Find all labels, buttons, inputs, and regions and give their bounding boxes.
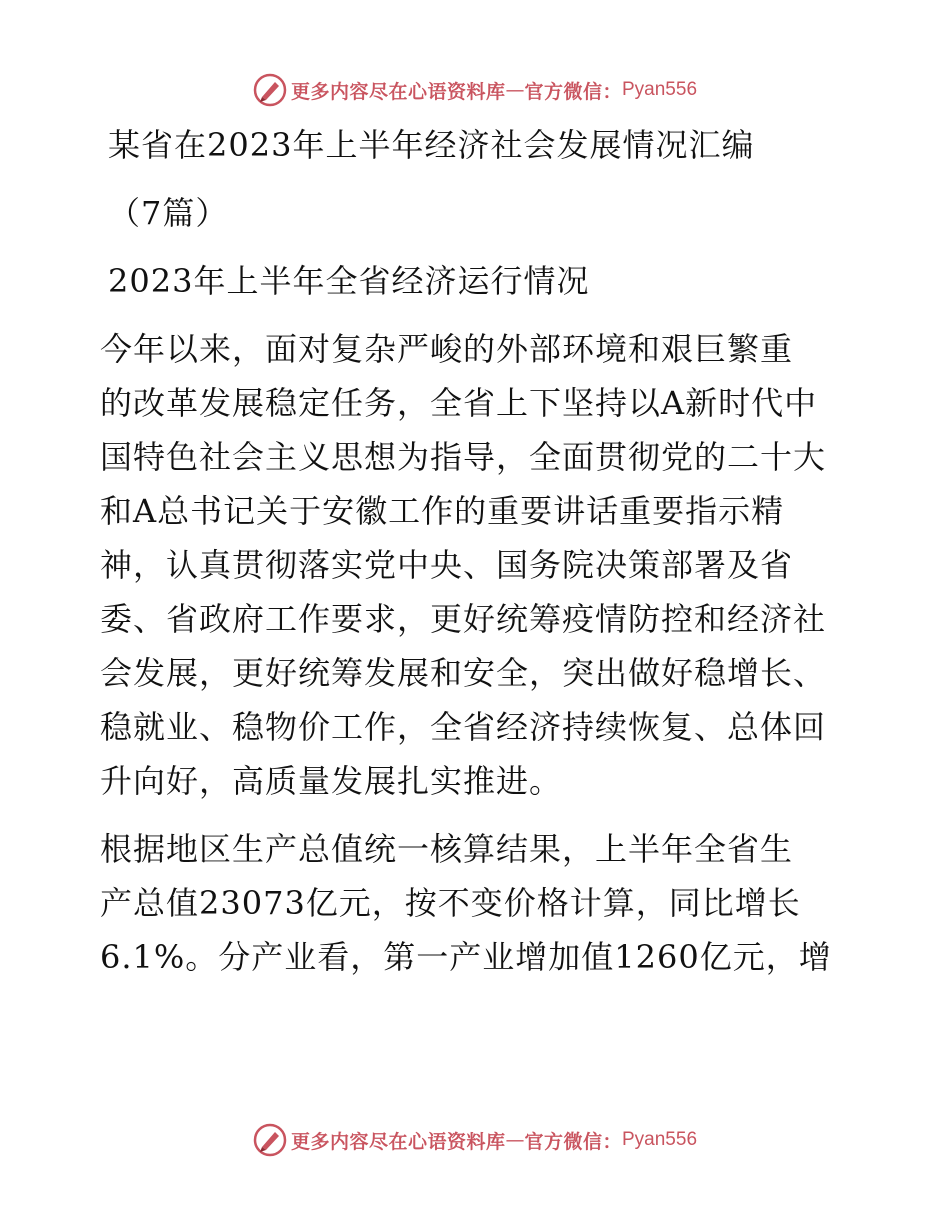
paragraph-line: 国特色社会主义思想为指导，全面贯彻党的二十大 [100,438,827,476]
footer-watermark [0,1120,950,1160]
document-body [100,118,860,984]
watermark-handle: Pyan556 [622,1129,698,1150]
paragraph-line: 6.1%。分产业看，第一产业增加值1260亿元，增 [100,938,832,976]
paragraph-line: 升向好，高质量发展扎实推进。 [100,762,563,800]
paragraph-line: 产总值23073亿元，按不变价格计算，同比增长 [100,884,801,922]
pen-logo-icon [253,73,287,107]
paragraph-line: 会发展，更好统筹发展和安全，突出做好稳增长、 [100,654,827,692]
doc-title-line-1: 某省在2023年上半年经济社会发展情况汇编 [108,126,755,164]
paragraph-line: 委、省政府工作要求，更好统筹疫情防控和经济社 [100,600,827,638]
header-watermark [0,70,950,110]
paragraph-line: 和A总书记关于安徽工作的重要讲话重要指示精 [100,492,785,530]
section-heading: 2023年上半年全省经济运行情况 [108,262,590,300]
paragraph-line: 的改革发展稳定任务，全省上下坚持以A新时代中 [100,384,818,422]
watermark-handle: Pyan556 [622,79,698,100]
paragraph-2 [100,822,860,984]
paragraph-line: 稳就业、稳物价工作，全省经济持续恢复、总体回 [100,708,827,746]
watermark-separator: — [505,1129,525,1151]
watermark-text: 更多内容尽在心语资料库 [290,80,506,103]
paragraph-line: 今年以来，面对复杂严峻的外部环境和艰巨繁重 [100,330,794,368]
paragraph-1 [100,322,860,808]
pen-logo-icon [253,1123,287,1157]
paragraph-line: 神，认真贯彻落实党中央、国务院决策部署及省 [100,546,794,584]
paragraph-line: 根据地区生产总值统一核算结果，上半年全省生 [100,830,794,868]
watermark-text: 更多内容尽在心语资料库 [290,1130,506,1153]
watermark-label: 官方微信： [524,80,622,103]
watermark-label: 官方微信： [524,1130,622,1153]
watermark-separator: — [505,79,525,101]
doc-title-line-2: （7篇） [108,194,229,232]
